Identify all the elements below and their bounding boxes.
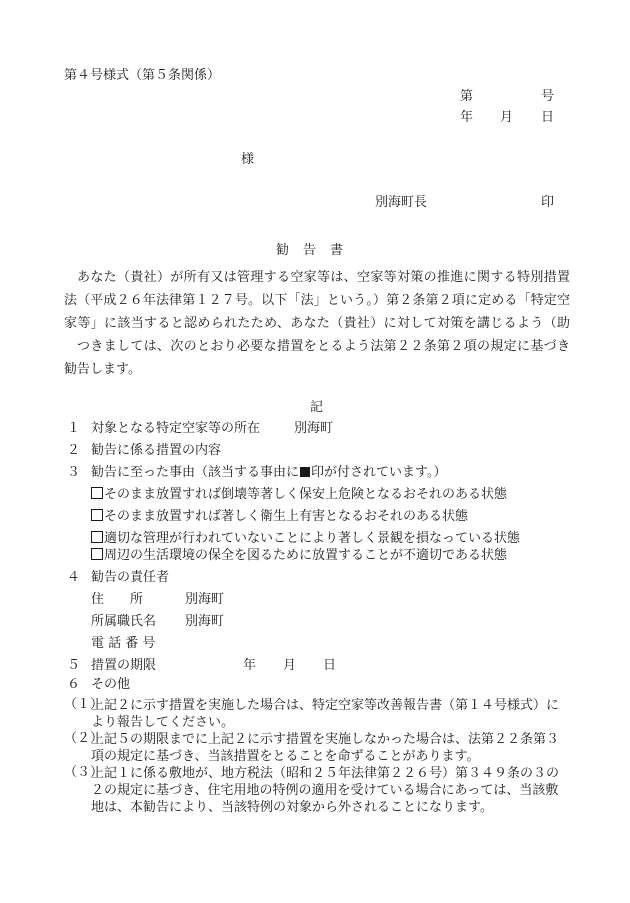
date-year: 年: [460, 110, 474, 125]
item-3-label: 勧告に至った事由（該当する事由に: [91, 465, 300, 480]
responsible-address-value: 別海町: [185, 592, 225, 607]
item-3-label-line: [91, 465, 446, 481]
reason-item: [91, 509, 468, 525]
note-3-text: 上記１に係る敷地が、地方税法（昭和２５年法律第２２６号）第３４９条の３の２の規定に基づき、住宅用地の特例の適用を受けている場合にあっては、当該敷地は、本勧告により、当該特例の対象から外されることになります。: [91, 766, 560, 815]
filled-square-mark-icon: [300, 467, 310, 477]
item-2-label: 勧告に係る措置の内容: [91, 443, 222, 458]
item-3-label-mark: 印が付されています。）: [311, 465, 447, 480]
item-1-value: 別海町: [294, 421, 334, 436]
responsible-address-label: 住 所: [91, 592, 144, 607]
item-4-label: 勧告の責任者: [91, 570, 170, 585]
item-1-label: 対象となる特定空家等の所在: [91, 421, 261, 436]
reason-text: そのまま放置すれば著しく衛生上有害となるおそれのある状態: [104, 509, 469, 524]
responsible-name-label: 所属職氏名: [91, 614, 157, 629]
responsible-name-value: 別海町: [185, 614, 225, 629]
note-1-text: 上記２に示す措置を実施した場合は、特定空家等改善報告書（第１４号様式）により報告してください。: [91, 698, 560, 730]
ki-label: 記: [310, 400, 324, 415]
note-3-number: （３）: [64, 765, 104, 780]
reason-item: [91, 487, 507, 503]
checkbox-icon[interactable]: [91, 487, 103, 499]
responsible-phone-label: 電 話 番 号: [91, 636, 156, 651]
date-month: 月: [500, 110, 514, 125]
reason-item: [91, 548, 507, 564]
deadline-day: 日: [323, 658, 337, 673]
item-6-number: ６: [67, 677, 81, 692]
document-title: 勧告書: [276, 243, 358, 258]
item-5-label: 措置の期限: [91, 658, 157, 673]
reason-text: 適切な管理が行われていないことにより著しく景観を損なっている状態: [104, 531, 521, 546]
checkbox-icon[interactable]: [91, 509, 103, 521]
item-3-number: ３: [67, 465, 81, 480]
item-1-number: １: [67, 421, 81, 436]
deadline-month: 月: [283, 658, 297, 673]
addressee-suffix: 様: [241, 152, 255, 167]
reason-text: そのまま放置すれば倒壊等著しく保安上危険となるおそれのある状態: [104, 487, 508, 502]
deadline-year: 年: [243, 658, 257, 673]
checkbox-icon[interactable]: [91, 548, 103, 560]
reason-item: [91, 531, 520, 547]
item-2-number: ２: [67, 443, 81, 458]
note-2-number: （２）: [64, 731, 104, 746]
reason-text: 周辺の生活環境の保全を図るために放置することが不適切である状態: [104, 548, 508, 563]
item-5-number: ５: [67, 658, 81, 673]
body-paragraph-2: つきましては、次のとおり必要な措置をとるよう法第２２条第２項の規定に基づき勧告します。: [64, 339, 570, 377]
note-1-number: （１）: [64, 697, 104, 712]
item-6-label: その他: [91, 677, 131, 692]
issuer-seal: 印: [541, 195, 555, 210]
form-number: 第４号様式（第５条関係）: [64, 68, 221, 83]
item-4-number: ４: [67, 570, 81, 585]
body-paragraph-1: あなた（貴社）が所有又は管理する空家等は、空家等対策の推進に関する特別措置法（平成２６年法律第１２７号。以下「法」という。）第２条第２項に定める「特定空家等」に該当すると認められたため、あなた（貴社）に対して対策を講じるよう（助: [64, 270, 570, 331]
date-day: 日: [541, 110, 555, 125]
doc-number-prefix: 第: [460, 89, 474, 104]
note-2-text: 上記５の期限までに上記２に示す措置を実施しなかった場合は、法第２２条第３項の規定に基づき、当該措置をとることを命ずることがあります。: [91, 732, 560, 764]
checkbox-icon[interactable]: [91, 531, 103, 543]
issuer-title: 別海町長: [375, 195, 428, 210]
doc-number-suffix: 号: [541, 89, 555, 104]
